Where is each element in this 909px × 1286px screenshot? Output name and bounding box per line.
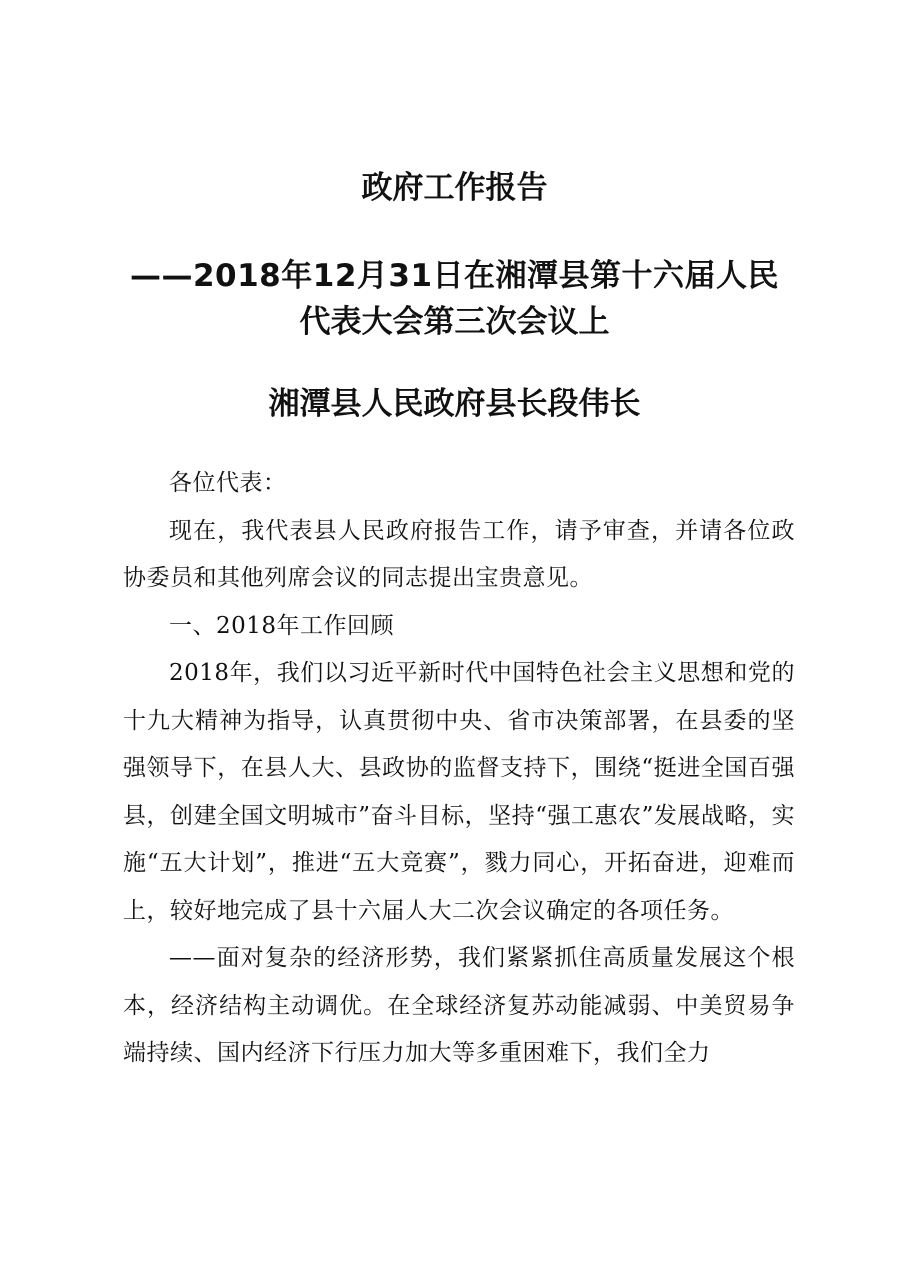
subtitle-line-1: ——2018年12月31日在湘潭县第十六届人民 [129,258,780,294]
salutation: 各位代表： [169,470,287,496]
speaker-line: 湘潭县人民政府县长段伟长 [268,386,641,422]
report-body [123,460,795,1078]
economy-paragraph: ——面对复杂的经济形势，我们紧紧抓住高质量发展这个根本，经济结构主动调优。在全球经济复苏动能减弱、中美贸易争端持续、国内经济下行压力加大等多重困难下，我们全力 [123,945,795,1066]
section-heading: 一、2018年工作回顾 [169,612,395,639]
review-paragraph: 2018年，我们以习近平新时代中国特色社会主义思想和党的十九大精神为指导，认真贯彻中央、省市决策部署，在县委的坚强领导下，在县人大、县政协的监督支持下，围绕“挺进全国百强县，创建全国文明城市”奋斗目标，坚持“强工惠农”发展战略，实施“五大计划”，推进“五大竞赛”，戮力同心，开拓奋进，迎难而上，较好地完成了县十六届人大二次会议确定的各项任务。 [123,660,795,924]
subtitle-line-2: 代表大会第三次会议上 [299,304,610,340]
opening-paragraph: 现在，我代表县人民政府报告工作，请予审查，并请各位政协委员和其他列席会议的同志提出宝贵意见。 [123,517,795,591]
document-title: 政府工作报告 [361,170,548,206]
